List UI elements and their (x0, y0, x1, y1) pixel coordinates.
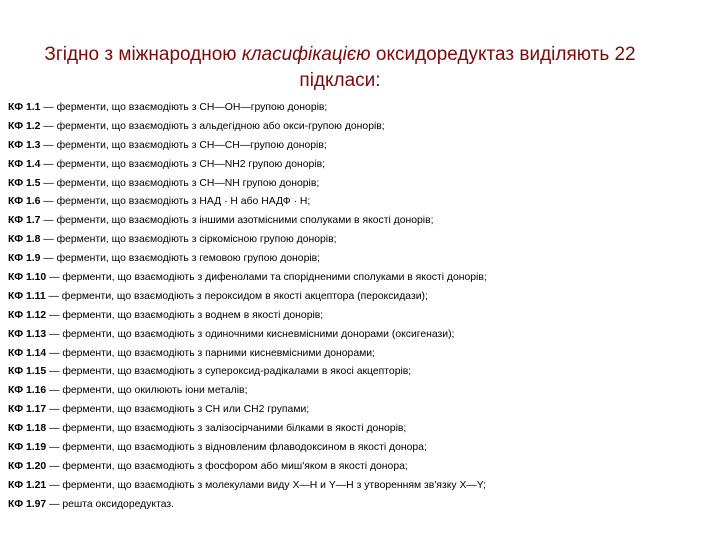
enzyme-class-item (8, 363, 713, 382)
enzyme-class-code: КФ 1.1 (8, 102, 41, 113)
enzyme-class-code: КФ 1.16 (8, 385, 47, 397)
enzyme-class-item (8, 439, 713, 458)
title-text-start: Згідно з міжнародною (44, 44, 242, 65)
enzyme-class-description: — ферменти, що взаємодіють з залізосірчаними білками в якості донорів; (46, 423, 407, 435)
enzyme-class-item (8, 118, 713, 137)
enzyme-class-item (8, 193, 713, 212)
enzyme-class-item (8, 231, 713, 250)
enzyme-class-code: КФ 1.6 (8, 196, 41, 208)
enzyme-class-description: — ферменти, що взаємодіють з парними кисневмісними донорами; (46, 347, 375, 359)
enzyme-class-code: КФ 1.13 (8, 328, 47, 340)
enzyme-class-description: — ферменти, що взаємодіють з CH—NH2 групою донорів; (40, 158, 326, 170)
enzyme-class-description: — ферменти, що взаємодіють з відновленим флаводоксином в якості донора; (46, 442, 427, 454)
enzyme-class-item (8, 137, 713, 156)
enzyme-class-item (8, 156, 713, 175)
enzyme-class-code: КФ 1.17 (8, 404, 47, 416)
enzyme-class-item (8, 477, 713, 496)
enzyme-class-description: — ферменти, що взаємодіють з іншими азотмісними сполуками в якості донорів; (40, 215, 434, 227)
enzyme-class-code: КФ 1.10 (8, 272, 47, 284)
enzyme-class-item (8, 345, 713, 364)
enzyme-class-item (8, 175, 713, 194)
enzyme-class-item (8, 326, 713, 345)
enzyme-class-item (8, 250, 713, 269)
enzyme-class-description: — ферменти, що взаємодіють з CH или CH2 групами; (46, 404, 310, 416)
enzyme-class-item (8, 496, 713, 515)
enzyme-class-description: — ферменти, що взаємодіють з одиночними кисневмісними донорами (оксигенази); (46, 328, 455, 340)
enzyme-class-code: КФ 1.2 (8, 120, 41, 132)
enzyme-class-description: — решта оксидоредуктаз. (46, 498, 175, 510)
enzyme-class-description: — ферменти, що взаємодіють з дифенолами та спорідненими сполуками в якості донорів; (46, 272, 487, 284)
enzyme-class-code: КФ 1.15 (8, 366, 47, 378)
title-text-emphasis: класифікацією (241, 44, 371, 65)
enzyme-class-description: — ферменти, що взаємодіють з НАД · Н або НАДФ · Н; (40, 196, 311, 208)
enzyme-class-item (8, 420, 713, 439)
enzyme-class-description: — ферменти, що взаємодіють з молекулами виду X—H и Y—H з утворенням зв'язку X—Y; (46, 479, 486, 491)
slide-title (20, 42, 660, 94)
enzyme-class-code: КФ 1.11 (8, 290, 46, 302)
enzyme-class-code: КФ 1.5 (8, 177, 41, 189)
enzyme-class-code: КФ 1.7 (8, 215, 41, 227)
enzyme-class-item (8, 269, 713, 288)
enzyme-class-code: КФ 1.3 (8, 139, 41, 151)
enzyme-class-code: КФ 1.9 (8, 253, 41, 265)
enzyme-class-code: КФ 1.14 (8, 347, 47, 359)
enzyme-class-description: — ферменти, що взаємодіють з CH—NH групою донорів; (40, 177, 320, 189)
enzyme-class-code: КФ 1.4 (8, 158, 41, 170)
enzyme-class-code: КФ 1.21 (8, 479, 47, 491)
enzyme-class-description: — ферменти, що окилюють іони металів; (46, 385, 248, 397)
enzyme-class-description: — ферменти, що взаємодіють з пероксидом в якості акцептора (пероксидази); (45, 290, 428, 302)
enzyme-class-item (8, 382, 713, 401)
enzyme-class-description: — ферменти, що взаємодіють з фосфором або миш'яком в якості донора; (46, 460, 408, 472)
enzyme-class-description: — ферменти, що взаємодіють з сіркомісною групою донорів; (40, 234, 337, 246)
enzyme-class-description: — ферменти, що взаємодіють з CH—OH—групою донорів; (40, 102, 328, 113)
enzyme-class-item (8, 307, 713, 326)
enzyme-class-code: КФ 1.8 (8, 234, 41, 246)
enzyme-class-item (8, 212, 713, 231)
enzyme-class-description: — ферменти, що взаємодіють з воднем в якості донорів; (46, 309, 324, 321)
enzyme-class-item (8, 99, 713, 118)
enzyme-class-description: — ферменти, що взаємодіють з гемовою групою донорів; (40, 253, 321, 265)
enzyme-class-item (8, 288, 713, 307)
enzyme-class-code: КФ 1.12 (8, 309, 47, 321)
enzyme-class-item (8, 458, 713, 477)
enzyme-class-description: — ферменти, що взаємодіють з супероксид-радікалами в якосі акцепторів; (46, 366, 412, 378)
enzyme-class-code: КФ 1.97 (8, 498, 47, 510)
title-text-end: оксидоредуктаз виділяють 22 підкласи: (299, 44, 636, 91)
enzyme-class-description: — ферменти, що взаємодіють з альдегідною або окси-групою донорів; (40, 120, 385, 132)
enzyme-class-code: КФ 1.19 (8, 442, 47, 454)
enzyme-class-description: — ферменти, що взаємодіють з CH—CH—групою донорів; (40, 139, 327, 151)
enzyme-class-list (8, 99, 713, 515)
enzyme-class-item (8, 401, 713, 420)
enzyme-class-code: КФ 1.20 (8, 460, 47, 472)
enzyme-class-code: КФ 1.18 (8, 423, 47, 435)
